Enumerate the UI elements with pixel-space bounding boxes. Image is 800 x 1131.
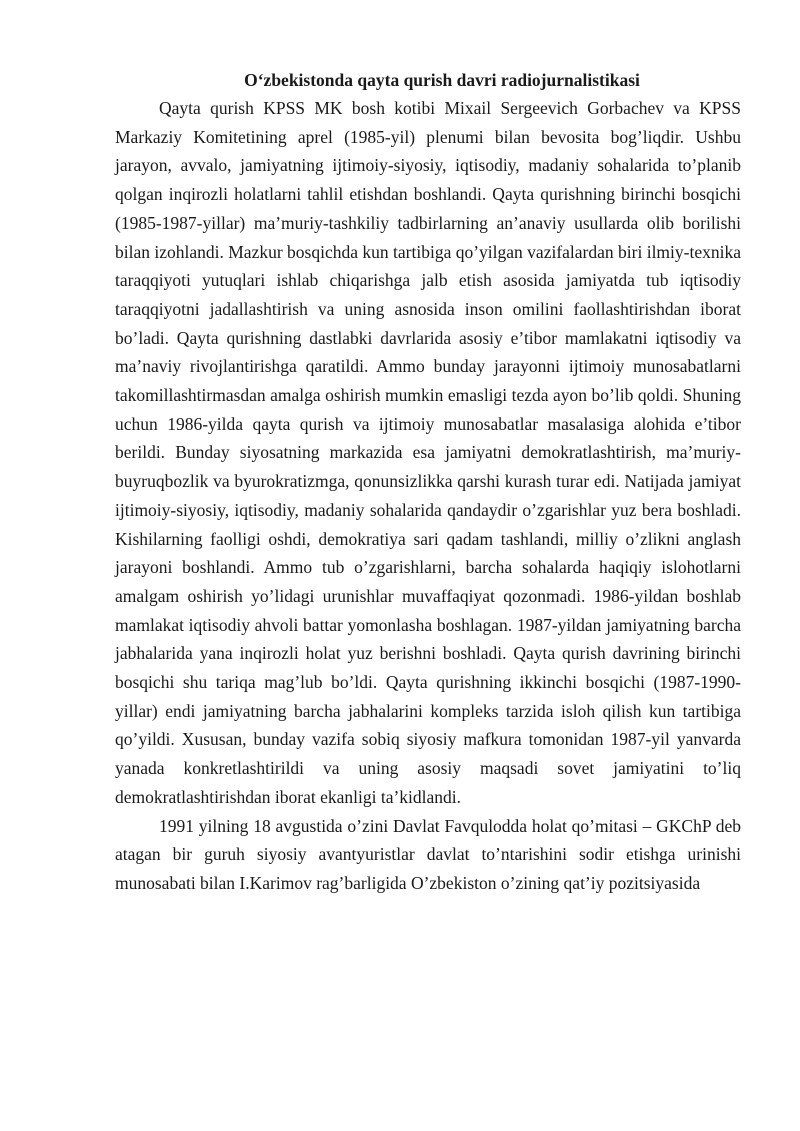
document-title: O‘zbekistonda qayta qurish davri radiojurnalistikasi [244,70,640,90]
paragraph-2: 1991 yilning 18 avgustida o’zini Davlat Favqulodda holat qo’mitasi – GKChP deb atagan bir guruh siyosiy avantyuristlar davlat to’ntarishini sodir etishga urinishi munosabati bilan I.Karimov rag’barligida O’zbekiston o’zining qat’iy pozitsiyasida [115,815,741,893]
paragraph-1: Qayta qurish KPSS MK bosh kotibi Mixail Sergeevich Gorbachev va KPSS Markaziy Komitetining aprel (1985-yil) plenumi bilan bevosita bog’liqdir. Ushbu jarayon, avvalo, jamiyatning ijtimoiy-siyosiy, iqtisodiy, madaniy sohalarida to’planib qolgan inqirozli holatlarni tahlil etishdan boshlandi. Qayta qurishning birinchi bosqichi (1985-1987-yillar) ma’muriy-tashkiliy tadbirlarning an’anaviy usullarda olib borilishi bilan izohlandi. Mazkur bosqichda kun tartibiga qo’yilgan vazifalardan biri ilmiy-texnika taraqqiyoti yutuqlari ishlab chiqarishga jalb etish asosida jamiyatda tub iqtisodiy taraqqiyotni jadallashtirish va uning asnosida inson omilini faollashtirishdan iborat bo’ladi. Qayta qurishning dastlabki davrlarida asosiy e’tibor mamlakatni iqtisodiy va ma’naviy rivojlantirishga qaratildi. Ammo bunday jarayonni ijtimoiy munosabatlarni takomillashtirmasdan amalga oshirish mumkin emasligi tezda ayon bo’lib qoldi. Shuning uchun 1986-yilda qayta qurish va ijtimoiy munosabatlar masalasiga alohida e’tibor berildi. Bunday siyosatning markazida esa jamiyatni demokratlashtirish, ma’muriy-buyruqbozlik va byurokratizmga, qonunsizlikka qarshi kurash turar edi. Natijada jamiyat ijtimoiy-siyosiy, iqtisodiy, madaniy sohalarida qandaydir o’zgarishlar yuz bera boshladi. Kishilarning faolligi oshdi, demokratiya sari qadam tashlandi, milliy o’zlikni anglash jarayoni boshlandi. Ammo tub o’zgarishlarni, barcha sohalarda haqiqiy islohotlarni amalgam oshirish yo’lidagi urunishlar muvaffaqiyat qozonmadi. 1986-yildan boshlab mamlakat iqtisodiy ahvoli battar yomonlasha boshlagan. 1987-yildan jamiyatning barcha jabhalarida yana inqirozli holat yuz berishni boshladi. Qayta qurish davrining birinchi bosqichi shu tariqa mag’lub bo’ldi. Qayta qurishning ikkinchi bosqichi (1987-1990-yillar) endi jamiyatning barcha jabhalarini kompleks tarzida isloh qilish kun tartibiga qo’yildi. Xususan, bunday vazifa sobiq siyosiy mafkura tomonidan 1987-yil yanvarda yanada konkretlashtirildi va uning asosiy maqsadi sovet jamiyatini to’liq demokratlashtirishdan iborat ekanligi ta’kidlandi. [115,98,741,807]
document-page [115,66,741,898]
